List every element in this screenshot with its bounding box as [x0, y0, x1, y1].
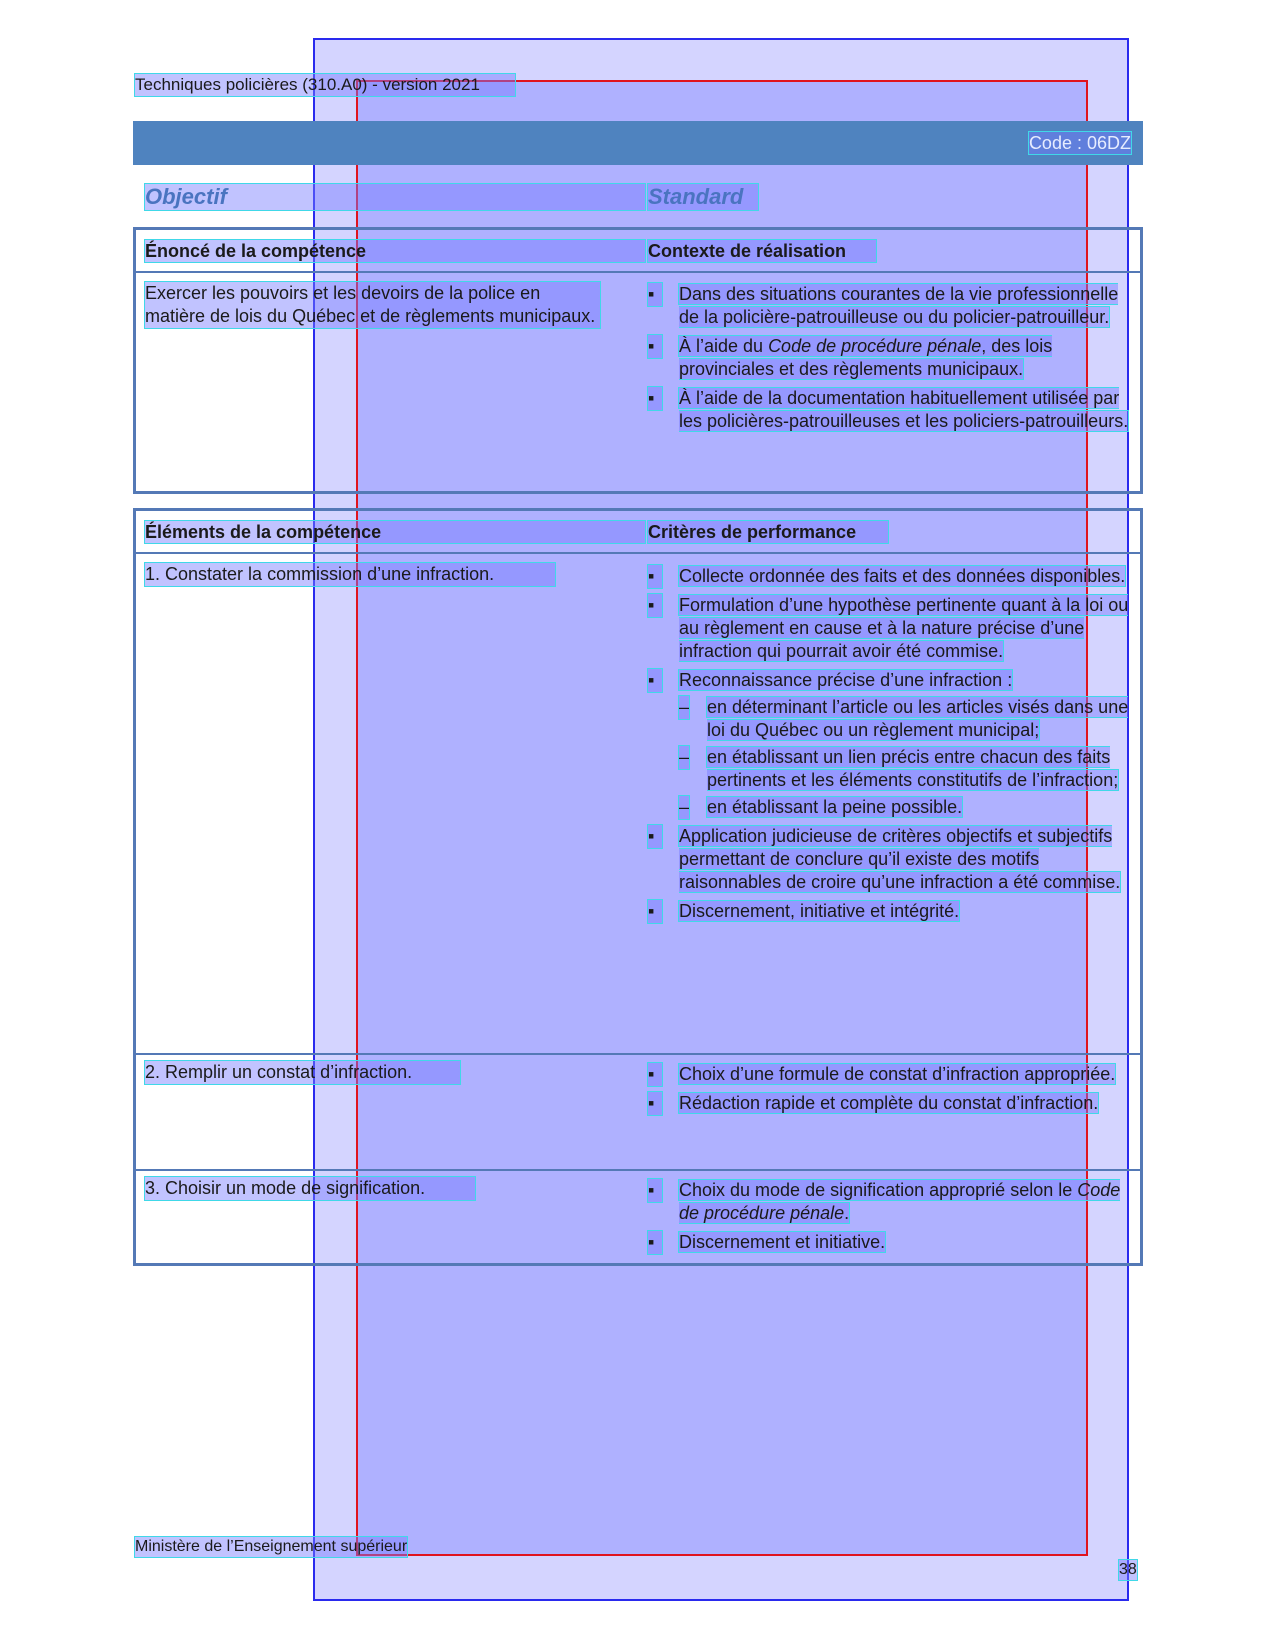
bullet-icon: ▪	[648, 669, 662, 692]
bullet-icon: ▪	[648, 1231, 662, 1254]
bullet-icon: ▪	[648, 283, 662, 306]
context-text-emphasis: Code de procédure pénale	[768, 336, 982, 356]
sub-criterion-text: en établissant un lien précis entre chacun des faits pertinents et les éléments constitutifs de l’infraction;	[707, 747, 1119, 790]
dash-icon: –	[679, 697, 690, 717]
sub-criterion-item	[679, 746, 1130, 792]
criterion-text: Discernement et initiative.	[679, 1232, 886, 1252]
criterion-item	[648, 565, 1130, 588]
criterion-item	[648, 669, 1130, 819]
context-text-part: À l’aide de la documentation habituellement utilisée par les policières-patrouilleuses et les policiers-patrouilleurs.	[679, 388, 1129, 431]
context-text-part: Dans des situations courantes de la vie professionnelle de la policière-patrouilleuse ou du policier-patrouilleur.	[679, 284, 1119, 327]
element-2-criteria	[648, 1063, 1130, 1121]
criterion-item	[648, 594, 1130, 663]
element-2-label: 2. Remplir un constat d’infraction.	[145, 1061, 460, 1084]
elements-heading: Éléments de la compétence	[145, 521, 645, 543]
bullet-icon: ▪	[648, 1179, 662, 1202]
criterion-text-part: Choix du mode de signification approprié selon le	[679, 1180, 1078, 1200]
criterion-text: Discernement, initiative et intégrité.	[679, 901, 960, 921]
criterion-item	[648, 1231, 1130, 1254]
sub-criterion-item	[679, 696, 1130, 742]
bullet-icon: ▪	[648, 565, 662, 588]
dash-icon: –	[679, 797, 690, 817]
criterion-text: Application judicieuse de critères objectifs et subjectifs permettant de conclure qu’il existe des motifs raisonnables de croire qu’une infraction a été commise.	[679, 826, 1121, 892]
bullet-icon: ▪	[648, 1063, 662, 1086]
criterion-text	[679, 1180, 1120, 1223]
criterion-item	[648, 1063, 1130, 1086]
bullet-icon: ▪	[648, 825, 662, 848]
context-item	[648, 387, 1130, 433]
criterion-text: Choix d’une formule de constat d’infraction appropriée.	[679, 1064, 1116, 1084]
statement-heading: Énoncé de la compétence	[145, 240, 645, 262]
page-number: 38	[1119, 1561, 1137, 1578]
bullet-icon: ▪	[648, 1092, 662, 1115]
criterion-text-part: .	[844, 1203, 850, 1223]
criterion-item	[648, 900, 1130, 923]
elements-table-header-divider	[136, 552, 1140, 554]
elements-row-divider-1	[136, 1053, 1140, 1055]
context-item	[648, 335, 1130, 381]
context-heading: Contexte de réalisation	[648, 240, 876, 262]
sub-criterion-text: en déterminant l’article ou les articles visés dans une loi du Québec ou un règlement municipal;	[707, 697, 1129, 740]
dash-icon: –	[679, 747, 690, 767]
elements-row-divider-2	[136, 1169, 1140, 1171]
objective-heading: Objectif	[145, 184, 645, 210]
program-title: Techniques policières (310.A0) - version 2021	[135, 74, 515, 96]
context-item	[648, 283, 1130, 329]
context-text-part: À l’aide du	[679, 336, 769, 356]
criterion-item	[648, 1179, 1130, 1225]
context-text-part: , des lois provinciales et des règlements municipaux.	[679, 336, 1053, 379]
element-1-criteria	[648, 565, 1130, 929]
bullet-icon: ▪	[648, 594, 662, 617]
sub-criterion-text: en établissant la peine possible.	[707, 797, 963, 817]
bullet-icon: ▪	[648, 900, 662, 923]
competence-code: Code : 06DZ	[1028, 133, 1131, 153]
criterion-text: Rédaction rapide et complète du constat d’infraction.	[679, 1093, 1099, 1113]
criterion-text-emphasis: Code de procédure pénale	[679, 1180, 1121, 1223]
criterion-text: Reconnaissance précise d’une infraction :	[679, 670, 1013, 690]
bullet-icon: ▪	[648, 387, 662, 410]
criteria-heading: Critères de performance	[648, 521, 888, 543]
criterion-item	[648, 1092, 1130, 1115]
criterion-text: Formulation d’une hypothèse pertinente quant à la loi ou au règlement en cause et à la nature précise d’une infraction qui pourrait avoir été commise.	[679, 595, 1129, 661]
context-text	[679, 388, 1128, 431]
competence-table-divider	[136, 271, 1140, 273]
context-list	[648, 283, 1130, 439]
code-band	[133, 121, 1143, 165]
element-3-criteria	[648, 1179, 1130, 1260]
footer-ministry: Ministère de l’Enseignement supérieur	[135, 1538, 408, 1555]
criterion-text: Collecte ordonnée des faits et des données disponibles.	[679, 566, 1126, 586]
element-1-label: 1. Constater la commission d’une infraction.	[145, 563, 555, 586]
standard-heading: Standard	[648, 184, 758, 210]
criterion-item	[648, 825, 1130, 894]
context-text	[679, 336, 1052, 379]
bullet-icon: ▪	[648, 335, 662, 358]
element-3-label: 3. Choisir un mode de signification.	[145, 1177, 475, 1200]
sub-criterion-item	[679, 796, 1130, 819]
statement-text: Exercer les pouvoirs et les devoirs de la police en matière de lois du Québec et de règlements municipaux.	[145, 282, 600, 328]
context-text	[679, 284, 1118, 327]
